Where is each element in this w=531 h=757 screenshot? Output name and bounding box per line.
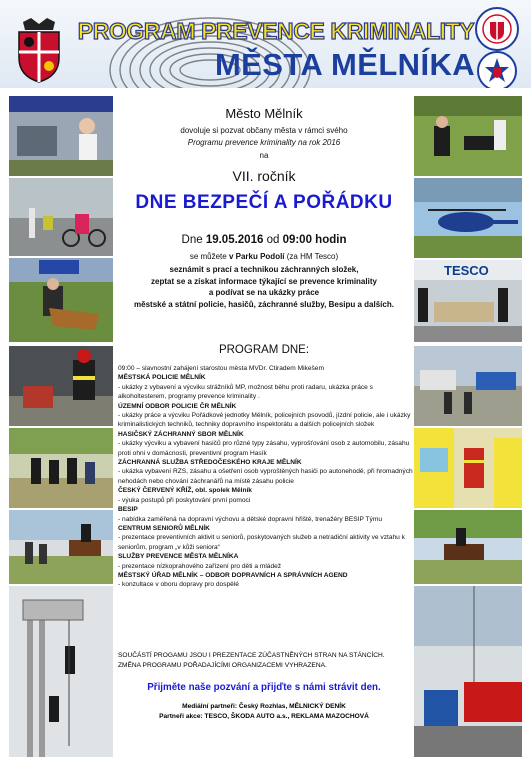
program-heading: PROGRAM DNE: bbox=[218, 344, 310, 356]
photo-kids-cycling bbox=[9, 178, 113, 256]
program-section-title: ÚZEMNÍ ODBOR POLICIE ČR MĚLNÍK bbox=[118, 402, 237, 410]
program-section-detail: - ukázka vybavení RZS, zásahu a ošetření osob vyproštěných hasiči po autonehodě, při hromadných nehodách nebo chování záchranářů na místě zásahu policie bbox=[118, 468, 413, 485]
venue-prefix: se můžete bbox=[189, 252, 229, 261]
venue-suffix: (za HM Tesco) bbox=[284, 252, 339, 261]
municipal-police-badge-icon bbox=[474, 6, 520, 52]
time-value: 09:00 hodin bbox=[282, 234, 347, 246]
program-section-title: SLUŽBY PREVENCE MĚSTA MĚLNÍKA bbox=[118, 553, 239, 561]
note-line: SOUČÁSTÍ PROGAMU JSOU I PREZENTACE ZÚČASTNĚNÝCH STRAN NA STÁNCÍCH. bbox=[118, 652, 385, 659]
program-section-detail: - prezentace preventivních aktivit u seniorů, poskytovaných služeb a netradiční aktivity ve vztahu k seniorům, program „v kůži seniora“ bbox=[118, 534, 405, 551]
photo-police-stands bbox=[414, 346, 522, 426]
date-mid: od bbox=[263, 234, 283, 246]
intro-line: a podívat se na ukázky práce bbox=[208, 288, 320, 297]
melnik-coat-of-arms-icon bbox=[13, 18, 65, 84]
program-section-title: HASIČSKÝ ZÁCHRANNÝ SBOR MĚLNÍK bbox=[118, 430, 244, 438]
program-section-detail: - ukázky práce a výcviku Pořádkové jednotky Mělník, policejních psovodů, jízdní policie, ale i ukázky kriminalistických techniků, techniky dopravního inspektorátu a dalších policejních složek bbox=[118, 412, 411, 429]
photo-stand-demonstration bbox=[9, 96, 113, 176]
program-section-detail: - ukázky z vybavení a výcviku strážníků MP, možnost běhu proti radaru, ukázka práce s alkoholtesterem, programy prevence kriminality . bbox=[118, 383, 373, 401]
intro-line: městské a státní policie, hasičů, záchranné služby, Besipu a dalších. bbox=[134, 299, 394, 309]
program-section-detail: - výuka postupů při poskytování první pomoci bbox=[118, 496, 251, 504]
edition-label: VII. ročník bbox=[232, 168, 296, 184]
note-line: ZMĚNA PROGRAMU POŘADAJÍCÍMI ORGANIZACEMI VYHRAZENA. bbox=[118, 661, 327, 669]
program-section-title: ZÁCHRANNÁ SLUŽBA STŘEDOČESKÉHO KRAJE MĚLNÍK bbox=[118, 459, 302, 467]
venue-name: v Parku Podolí bbox=[228, 252, 285, 261]
action-partners: Partneři akce: TESCO, ŠKODA AUTO a.s., REKLAMA MAZOCHOVÁ bbox=[159, 712, 369, 720]
intro-lines bbox=[114, 264, 414, 310]
date-prefix: Dne bbox=[181, 234, 206, 246]
photo-police-unit-crowd bbox=[9, 428, 113, 508]
event-venue bbox=[114, 252, 414, 261]
police-czech-republic-badge-icon bbox=[476, 50, 518, 88]
program-section-title: CENTRUM SENIORŮ MĚLNÍK bbox=[118, 524, 210, 532]
photo-police-dog bbox=[9, 258, 113, 342]
invite-line-2: Programu prevence kriminality na rok 2016 bbox=[187, 138, 341, 147]
partners-block bbox=[114, 702, 414, 721]
photo-horse-riders bbox=[414, 510, 522, 584]
program-section-title: BESIP bbox=[118, 506, 138, 514]
program-section-detail: - nabídka zaměřená na dopravní výchovu a dětské dopravní hřiště, trenažéry BESIP Týmu bbox=[118, 515, 383, 523]
event-title: DNE BEZPEČÍ A POŘÁDKU bbox=[135, 192, 393, 213]
event-date bbox=[114, 234, 414, 246]
closing-invitation: Přijměte naše pozvání a přijďte s námi strávit den. bbox=[147, 682, 381, 693]
photo-police-arrest-demo bbox=[414, 96, 522, 176]
photo-tesco-car bbox=[414, 260, 522, 342]
program-opening: 09:00 – slavnostní zahájení starostou města MVDr. Ctiradem Mikešem bbox=[118, 365, 324, 372]
header-banner bbox=[0, 0, 531, 88]
invite-na: na bbox=[259, 151, 269, 160]
photo-mounted-police bbox=[9, 510, 113, 584]
program-section-detail: - ukázky výcviku a vybavení hasičů pro různé typy zásahu, vyprošťování osob z automobilu, zásahu proti ohni v domácnosti, preventivní program Hasík bbox=[118, 440, 410, 457]
header-title-line2: MĚSTA MĚLNÍKA bbox=[214, 47, 476, 82]
program-list bbox=[118, 364, 414, 590]
program-section-title: ČESKÝ ČERVENÝ KŘÍŽ, obl. spolek Mělník bbox=[118, 487, 252, 495]
media-partners: Mediální partneři: Český Rozhlas, MĚLNICKÝ DENÍK bbox=[182, 703, 346, 710]
photo-police-helicopter bbox=[414, 178, 522, 258]
photo-rescue-truck bbox=[414, 586, 522, 757]
photo-ambulance-paramedics bbox=[414, 428, 522, 508]
intro-line: zeptat se a získat informace týkající se prevence kriminality bbox=[151, 276, 377, 286]
city-name: Město Mělník bbox=[225, 106, 303, 121]
svg-text:TESCO: TESCO bbox=[444, 263, 489, 278]
program-section-detail: - prezentace nízkoprahového zařízení pro děti a mládež bbox=[118, 562, 282, 570]
program-notes bbox=[118, 651, 414, 670]
invite-line-1: dovoluje si pozvat občany města v rámci svého bbox=[180, 126, 348, 135]
program-section-detail: - konzultace v oboru dopravy pro dospělé bbox=[118, 581, 239, 589]
program-section-title: MĚSTSKÝ ÚŘAD MĚLNÍK – ODBOR DOPRAVNÍCH A SPRÁVNÍCH AGEND bbox=[118, 571, 348, 579]
header-title-line1: PROGRAM PREVENCE KRIMINALITY bbox=[77, 18, 475, 44]
photo-fire-ladder bbox=[9, 586, 113, 757]
date-value: 19.05.2016 bbox=[205, 234, 264, 246]
intro-line: seznámit s prací a technikou záchranných složek, bbox=[169, 265, 359, 274]
program-section-title: MĚSTSKÁ POLICIE MĚLNÍK bbox=[118, 374, 206, 382]
photo-firefighters bbox=[9, 346, 113, 426]
